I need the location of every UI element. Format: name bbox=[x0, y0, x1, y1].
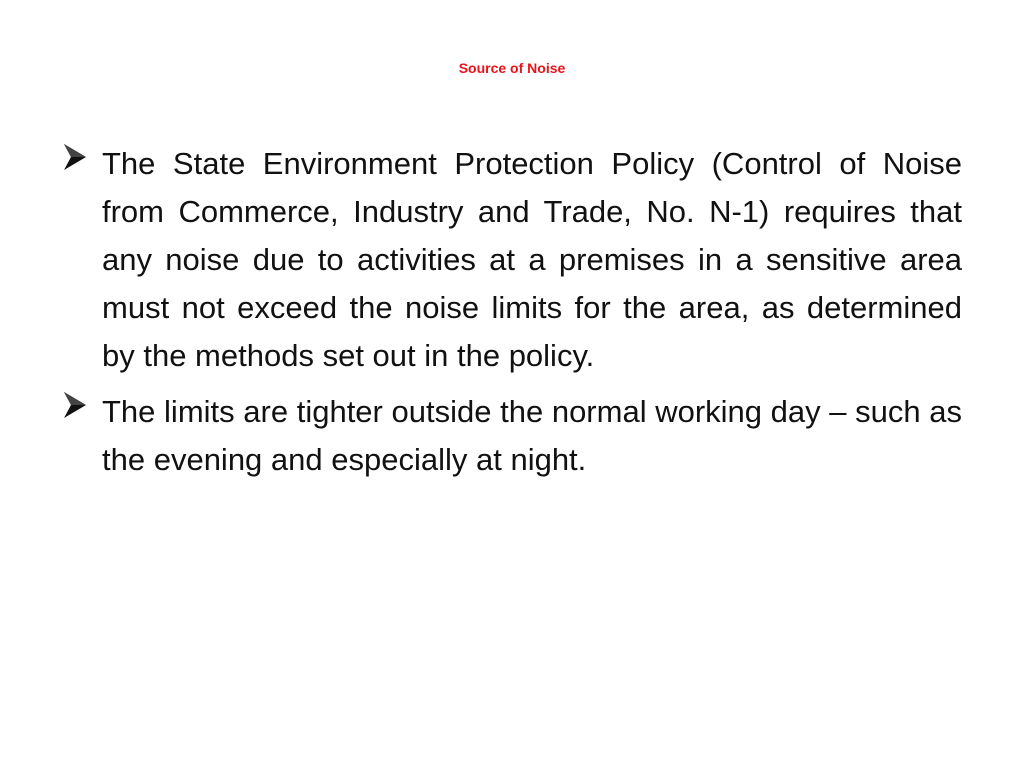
bullet-list bbox=[62, 140, 962, 492]
bullet-text: The limits are tighter outside the normal working day – such as the evening and especially at night. bbox=[102, 394, 962, 477]
arrowhead-bullet-icon bbox=[62, 142, 88, 172]
slide-title: Source of Noise bbox=[458, 60, 566, 76]
bullet-item bbox=[62, 388, 962, 484]
bullet-text: The State Environment Protection Policy (Control of Noise from Commerce, Industry and Trade, No. N-1) requires that any noise due to activities at a premises in a sensitive area must not exceed the noise limits for the area, as determined by the methods set out in the policy. bbox=[102, 146, 962, 373]
bullet-item bbox=[62, 140, 962, 380]
arrowhead-bullet-icon bbox=[62, 390, 88, 420]
